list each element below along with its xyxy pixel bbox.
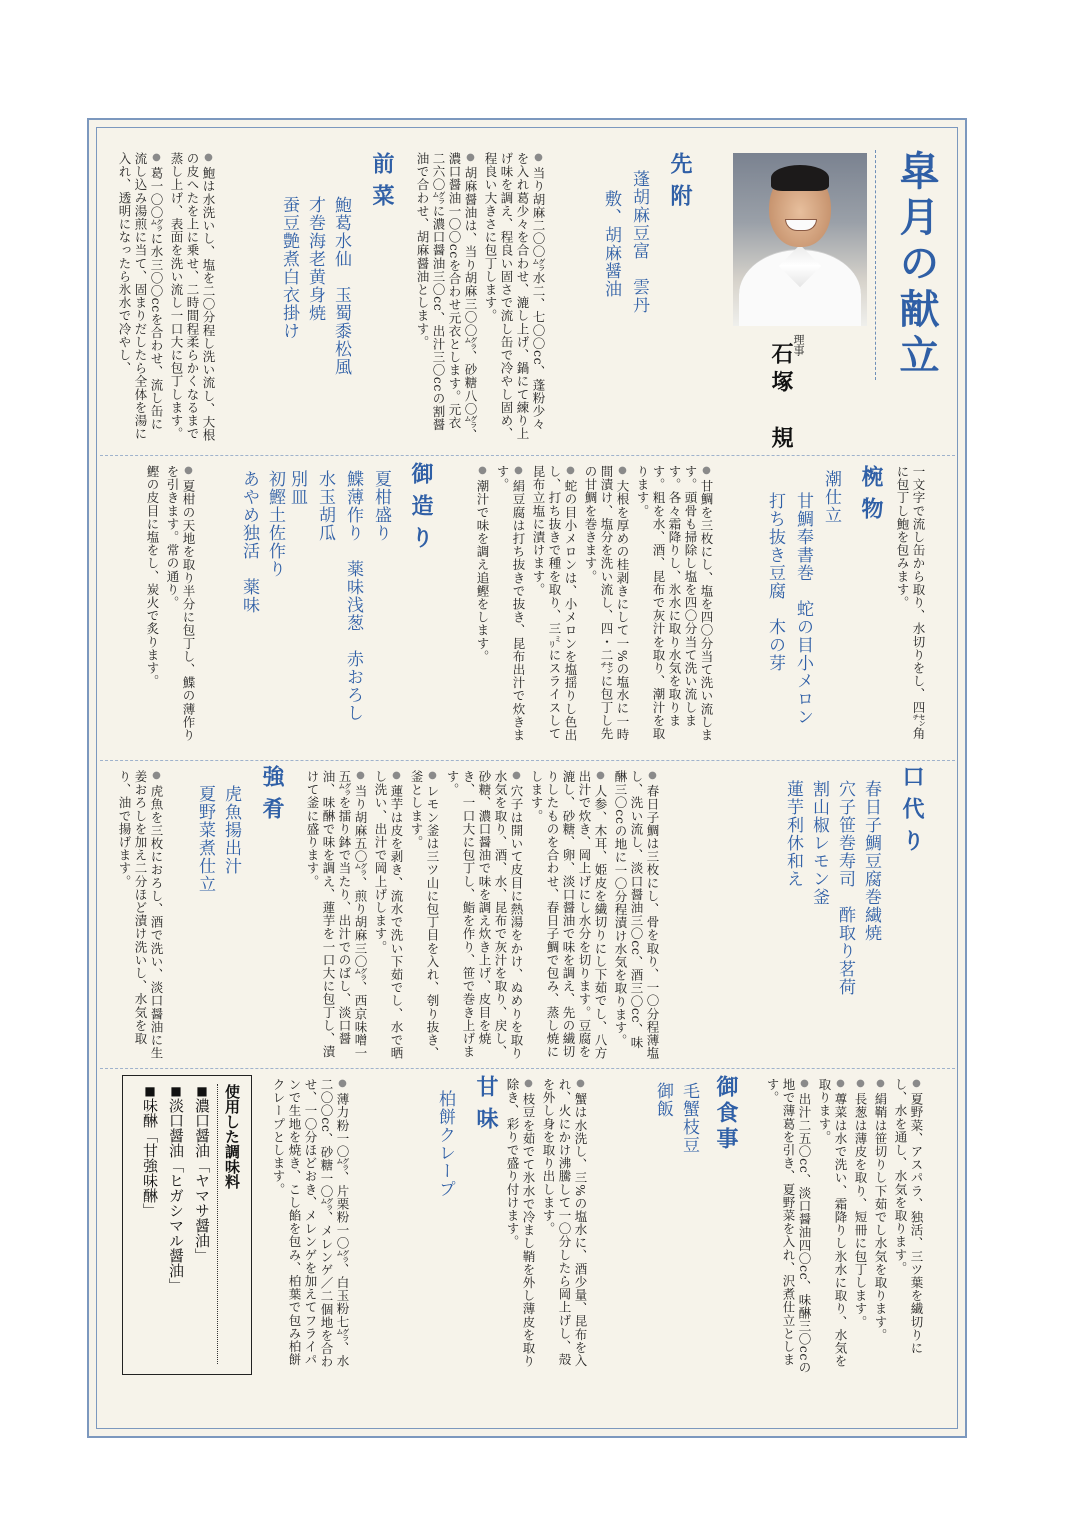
section-title-amami: 甘味 <box>473 1075 498 1139</box>
text-sakizuke-1: ● 当り胡麻二〇〇㌘水二、七〇〇cc、蓬粉少々を入れ葛少々を合わせ、漉し上げ、鍋にて練り上げ味を調え、程良い固さで流し缶で冷やし固め、程良い大きさに包丁します。 <box>482 152 546 442</box>
bullet-square-icon <box>167 1084 185 1098</box>
text-amami <box>266 1078 350 1378</box>
text-oshokuji-2: ● 枝豆を茹でて氷水で冷まし鞘を外し薄皮を取り除き、彩りで盛り付けます。 <box>504 1078 536 1378</box>
dish-otsukuri-4: 別皿 <box>287 470 307 506</box>
dish-kuchigawari-1: 春日子鯛豆腐巻繊焼 <box>861 780 881 942</box>
dish-shiizakana-2: 夏野菜煮仕立 <box>195 785 215 893</box>
text-wanmono-1: ● 甘鯛を三枚にし、塩を四〇分当て洗い流します。頭骨も掃除し塩を四〇分当て洗い流します。各々霜降りし、氷水に取り水気を取ります。粗を水、酒、昆布で灰汁を取り、潮汁を取ります。 <box>634 465 714 750</box>
text-owan-tail-5: ● 出汁二五〇cc、淡口醤油四〇cc、味醂三〇ccの地で薄葛を引き、夏野菜を入れ、沢煮仕立とします。 <box>764 1078 812 1378</box>
seasoning-name-3: 味醂 <box>141 1098 159 1128</box>
dish-sakizuke-1: 蓬胡麻豆富 雲丹 <box>629 170 649 314</box>
section-title-zensai: 前菜 <box>369 152 394 216</box>
dish-wanmono-1: 潮仕立 <box>821 470 841 524</box>
section-title-oshokuji: 御食事 <box>713 1075 738 1153</box>
seasoning-brand-2: 「ヒガシマル醤油」 <box>167 1158 185 1293</box>
author-role: 理事 <box>792 334 805 356</box>
text-kuchigawari-2: ● 人参、木耳、姫皮を繊切りにし下茹でし、八方出汁で炊き、岡上げにし水分を切ります。豆腐を漉し、砂糖、卵、淡口醤油で味を調え、先の繊切りしたものを合わせ、春日子鯛で包み、蒸し焼にします。 <box>528 770 608 1060</box>
dish-wanmono-3: 打ち抜き豆腐 木の芽 <box>765 492 785 672</box>
seasoning-brand-3: 「甘強味醂」 <box>141 1128 159 1218</box>
dish-zensai-2: 才巻海老黄身焼 <box>305 196 325 322</box>
text-kuchigawari <box>300 770 660 1060</box>
text-kuchigawari-5: ● 蓮芋は皮を剥き、流水で洗い下茹でし、水で晒し洗い、出汁で岡上げします。 <box>372 770 404 1060</box>
seasonings-title: 使用した調味料 <box>217 1084 243 1364</box>
dish-sakizuke-2: 敷、胡麻醤油 <box>601 190 621 298</box>
seasonings-box <box>122 1075 252 1375</box>
dish-amami-1: 柏餅クレープ <box>435 1090 455 1198</box>
seasoning-item-3 <box>140 1084 161 1218</box>
seasoning-name-1: 濃口醤油 <box>193 1098 211 1158</box>
text-wanmono-5: ● 潮汁で味を調え追鰹をします。 <box>474 465 490 750</box>
seasoning-name-2: 淡口醤油 <box>167 1098 185 1158</box>
text-owan-tail-2: ● 絹鞘は笹切りし下茹でし水気を取ります。 <box>872 1078 888 1378</box>
text-owan-tail-1: ● 夏野菜、アスパラ、独活、三ツ葉を繊切りにし、水を通し、水気を取ります。 <box>892 1078 924 1378</box>
text-oshokuji-1: ● 蟹は水洗し、三%の塩水に、酒少量、昆布を入れ、火にかけ沸騰して一〇分したら岡上げし、殻を外し身を取り出します。 <box>540 1078 588 1378</box>
dish-otsukuri-5: 初鰹土佐作り <box>265 470 285 578</box>
dish-wanmono-2: 甘鯛奉書巻 蛇の目小メロン <box>793 492 813 726</box>
seasoning-brand-1: 「ヤマサ醤油」 <box>193 1158 211 1263</box>
seasoning-item-1 <box>192 1084 213 1263</box>
dish-otsukuri-2: 鰈薄作り 薬味浅葱 赤おろし <box>343 470 363 722</box>
text-kuchigawari-6: ● 当り胡麻五〇㌘、煎り胡麻三〇㌘、西京味噌一五㌘を擂り鉢で当たり、出汁でのばし、淡口醤油、味醂で味を調え、蓮芋を一口大に包丁し、漬けて釜に盛ります。 <box>304 770 368 1060</box>
divider-row-1 <box>100 455 955 456</box>
divider-row-2 <box>100 760 955 761</box>
dish-shiizakana-1: 虎魚揚出汁 <box>221 785 241 875</box>
text-zensai-2: ● 葛一〇〇㌘に水三〇〇ccを合わせ、流し缶に流し込み湯煎に当て、固まりだしたら全体を湯に入れ、透明になったら氷水で冷やし、 <box>116 152 164 442</box>
dish-oshokuji-1: 毛蟹枝豆 <box>679 1082 699 1154</box>
text-sakizuke-2: ● 胡麻醤油は、当り胡麻三〇〇㌘、砂糖八〇㌘、濃口醤油一〇〇ccを合わせ元衣とします。元衣二六〇㌘に濃口醤油三〇cc、出汁三〇ccの割醤油で合わせ、胡麻醤油とします。 <box>414 152 478 442</box>
text-sakizuke <box>410 152 546 442</box>
text-wanmono-2: ● 大根を厚めの桂剥きにして一%の塩水に一時間漬け、塩分を洗い流し、四・二㌢に包丁し先の甘鯛を巻きます。 <box>582 465 630 750</box>
photo-hair <box>771 165 829 191</box>
text-owan-tail-4: ● 蓴菜は水で洗い、霜降りし氷水に取り、水気を取ります。 <box>816 1078 848 1378</box>
text-kuchigawari-1: ● 春日子鯛は三枚にし、骨を取り、一〇分程薄塩し、洗い流し、淡口醤油三〇cc、酒三〇cc、味醂三〇ccの地に一〇分程漬け水気を取ります。 <box>612 770 660 1060</box>
text-wanmono-4: ● 絹豆腐は打ち抜きで抜き、昆布出汁で炊きます。 <box>494 465 526 750</box>
dish-zensai-3: 蚕豆艶煮白衣掛け <box>279 196 299 340</box>
text-shiizakana-1: ● 虎魚を三枚におろし、酒で洗い、淡口醤油に生姜おろしを加え二分ほど漬け洗いし、水気を取り、油で揚げます。 <box>116 770 164 1060</box>
dish-otsukuri-6: あやめ独活 薬味 <box>239 470 259 614</box>
dish-zensai-1: 鮑葛水仙 玉蜀黍松風 <box>331 196 351 376</box>
dish-otsukuri-3: 水玉胡瓜 <box>315 470 335 542</box>
section-title-sakizuke: 先附 <box>667 152 692 216</box>
author-name: 石塚 規 <box>768 342 793 454</box>
text-wanmono-lead-1: 一文字で流し缶から取り、水切りをし、四㌢角に包丁し鮑を包みます。 <box>895 465 926 741</box>
dish-otsukuri-1: 夏柑盛り <box>371 470 391 542</box>
section-title-kuchigawari: 口代り <box>899 765 924 861</box>
text-amami-1: ● 薄力粉一〇㌘、片栗粉一〇㌘、白玉粉七㌘、水二〇〇cc、砂糖一〇㌘、メレンゲ／二個地を合わせ、一〇分ほどおき、メレンゲを加えてフライパンで生地を焼き、こし餡を包み、柏葉で包み柏餅クレープとします。 <box>270 1078 350 1378</box>
section-title-otsukuri: 御造り <box>408 462 433 558</box>
text-otsukuri <box>140 465 196 750</box>
seasoning-item-2 <box>166 1084 187 1293</box>
text-zensai-1: ● 鮑は水洗いし、塩を二〇分程し洗い流し、大根の皮へたを上に乗せ、二時間程柔らかくなるまで蒸し上げ、表面を洗い流し一口大に包丁します。 <box>168 152 216 442</box>
dish-kuchigawari-2: 穴子笹巻寿司 酢取り茗荷 <box>835 780 855 996</box>
text-kuchigawari-3: ● 穴子は開いて皮目に熱湯をかけ、ぬめりを取り水気を取り、酒、水、昆布で灰汁を取り、戻し、砂糖、濃口醤油で味を調え炊き上げ、皮目を焼き、一口大に包丁し、鮨を作り、笹で巻き上げます。 <box>444 770 524 1060</box>
dish-kuchigawari-3: 割山椒レモン釜 <box>809 780 829 906</box>
text-owan-tail <box>760 1078 924 1378</box>
section-title-wanmono: 椀物 <box>858 465 883 529</box>
text-shiizakana <box>112 770 164 1060</box>
author-photo <box>733 153 867 326</box>
section-title-shiizakana: 強肴 <box>259 765 284 829</box>
text-wanmono-lead <box>890 465 926 750</box>
text-zensai <box>112 152 216 442</box>
text-otsukuri-1: ● 夏柑の天地を取り半分に包丁し、鰈の薄作りを引きます。常の通り。 <box>164 465 196 750</box>
text-wanmono <box>470 465 714 750</box>
text-wanmono-3: ● 蛇の目小メロンは、小メロンを塩揺りし色出し、打ち抜きで種を取り、三㍉にスライスして昆布立塩に漬けます。 <box>530 465 578 750</box>
title-rule <box>875 150 880 380</box>
divider-row-3 <box>100 1068 955 1069</box>
text-otsukuri-2: 鰹の皮目に塩をし、炭火で炙ります。 <box>145 465 160 688</box>
text-owan-tail-3: ● 長葱は薄皮を取り、短冊に包丁します。 <box>852 1078 868 1378</box>
dish-kuchigawari-4: 蓮芋利休和え <box>783 780 803 888</box>
dish-oshokuji-2: 御飯 <box>653 1082 673 1118</box>
text-oshokuji <box>500 1078 588 1378</box>
text-kuchigawari-4: ● レモン釜は三ツ山に包丁目を入れ、刳り抜き、釜とします。 <box>408 770 440 1060</box>
bullet-square-icon <box>193 1084 211 1098</box>
page-title: 皐月の献立 <box>893 150 940 380</box>
bullet-square-icon <box>141 1084 159 1098</box>
